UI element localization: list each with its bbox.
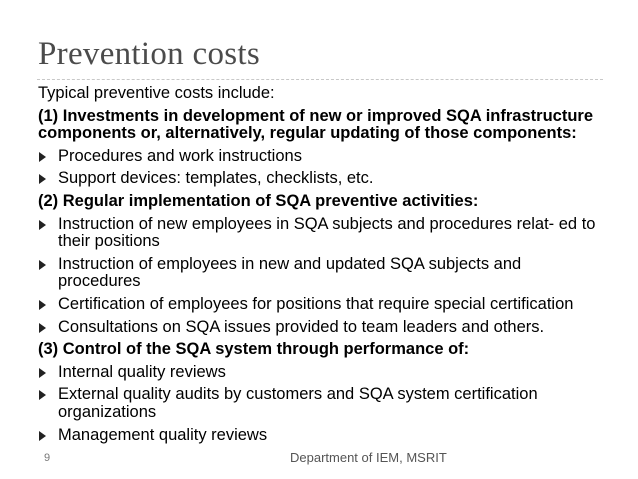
bullet-item [38, 170, 598, 188]
bullet-text: Consultations on SQA issues provided to team leaders and others. [58, 317, 545, 336]
bullet-item [38, 386, 598, 421]
bullet-item [38, 319, 598, 337]
triangle-arrow-icon [39, 300, 46, 310]
bullet-text: Internal quality reviews [58, 362, 226, 381]
intro-text: Typical preventive costs include: [38, 84, 275, 102]
bullet-text: Instruction of new employees in SQA subjects and procedures relat- ed to their positions [58, 214, 596, 251]
bullet-text: Management quality reviews [58, 425, 268, 444]
triangle-arrow-icon [39, 152, 46, 162]
bullet-text: Instruction of employees in new and updated SQA subjects and procedures [58, 254, 522, 291]
triangle-arrow-icon [39, 390, 46, 400]
bullet-item [38, 427, 598, 445]
bullet-text: Certification of employees for positions that require special certification [58, 294, 574, 313]
bullet-item [38, 364, 598, 382]
triangle-arrow-icon [39, 174, 46, 184]
slide-body [38, 85, 598, 449]
bullet-text: Procedures and work instructions [58, 146, 302, 165]
slide-number: 9 [44, 452, 51, 464]
section-3-heading: (3) Control of the SQA system through performance of: [38, 340, 470, 359]
bullet-text: External quality audits by customers and SQA system certification organizations [58, 385, 538, 421]
section-2-heading: (2) Regular implementation of SQA preventive activities: [38, 191, 479, 210]
slide-title: Prevention costs [38, 36, 261, 72]
title-divider [37, 79, 603, 80]
triangle-arrow-icon [39, 220, 46, 230]
triangle-arrow-icon [39, 368, 46, 378]
footer-department: Department of IEM, MSRIT [290, 450, 447, 465]
triangle-arrow-icon [39, 431, 46, 441]
bullet-item [38, 256, 598, 291]
bullet-item [38, 216, 598, 251]
section-1-heading: (1) Investments in development of new or improved SQA infrastructure components or, alternatively, regular updating of those components: [38, 106, 593, 143]
bullet-text: Support devices: templates, checklists, etc. [58, 169, 374, 188]
triangle-arrow-icon [39, 260, 46, 270]
bullet-item [38, 296, 598, 314]
triangle-arrow-icon [39, 323, 46, 333]
bullet-item [38, 148, 598, 166]
